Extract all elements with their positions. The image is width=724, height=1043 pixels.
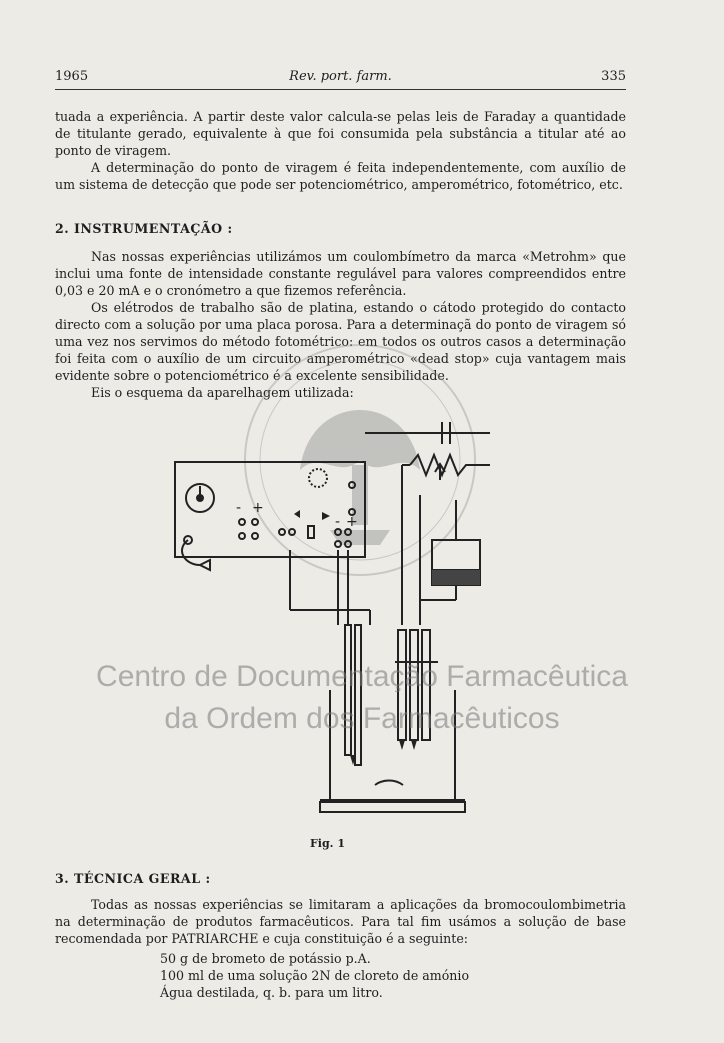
paragraph-5: Eis o esquema da aparelhagem utilizada:	[91, 385, 354, 400]
watermark-line-2: da Ordem dos Farmacêuticos	[164, 702, 560, 735]
header-journal: Rev. port. farm.	[289, 69, 392, 84]
svg-text:-: -	[335, 514, 341, 530]
svg-text:-: -	[236, 500, 242, 516]
intro-text	[55, 108, 626, 193]
recipe-item: Água destilada, q. b. para um litro.	[160, 985, 383, 1000]
paragraph-6: Todas as nossas experiências se limitaram a aplicações da bromocoulombimetria na determinação de produtos farmacêuticos. Para tal fim usámos a solução de base recomendada por PATRIARCHE e cuja constituição é a seguinte:	[55, 897, 626, 946]
running-header	[55, 67, 626, 90]
figure-caption: Fig. 1	[310, 837, 345, 850]
recipe-item: 50 g de brometo de potássio p.A.	[160, 951, 371, 966]
technique-text	[55, 896, 626, 947]
paragraph-3: Nas nossas experiências utilizámos um coulombímetro da marca «Metrohm» que inclui uma fonte de intensidade constante regulável para valores compreendidos entre 0,03 e 20 mA e o cronómetro a que fizemos referência.	[55, 249, 626, 298]
paragraph-1: tuada a experiência. A partir deste valor calcula-se pelas leis de Faraday a quantidade de titulante gerado, equivalente à que foi consumida pela substância a titular até ao ponto de viragem.	[55, 109, 626, 158]
svg-text:+: +	[346, 514, 358, 530]
paragraph-4: Os elétrodos de trabalho são de platina, estando o cátodo protegido do contacto directo com a solução por uma placa porosa. Para a determinaçã do ponto de viragem só uma vez nos servimos do método fotométrico: em todos os outros casos a determinação foi feita com o auxílio de um circuito amperométrico «dead stop» cuja vantagem mais evidente sobre o potenciométrico é a excelente sensibilidade.	[55, 300, 626, 383]
page-number: 335	[601, 69, 626, 84]
paragraph-2: A determinação do ponto de viragem é feita independentemente, com auxílio de um sistema de detecção que pode ser potenciométrico, amperométrico, fotométrico, etc.	[55, 160, 626, 192]
recipe-list	[160, 950, 469, 1001]
recipe-item: 100 ml de uma solução 2N de cloreto de amónio	[160, 968, 470, 983]
watermark-line-1: Centro de Documentação Farmacêutica	[96, 660, 628, 693]
section-heading-instrumentacao: 2. INSTRUMENTAÇÃO :	[55, 221, 233, 236]
header-year: 1965	[55, 69, 89, 84]
svg-text:+: +	[252, 500, 264, 516]
section-heading-tecnica-geral: 3. TÉCNICA GERAL :	[55, 871, 211, 886]
apparatus-diagram	[170, 400, 490, 820]
